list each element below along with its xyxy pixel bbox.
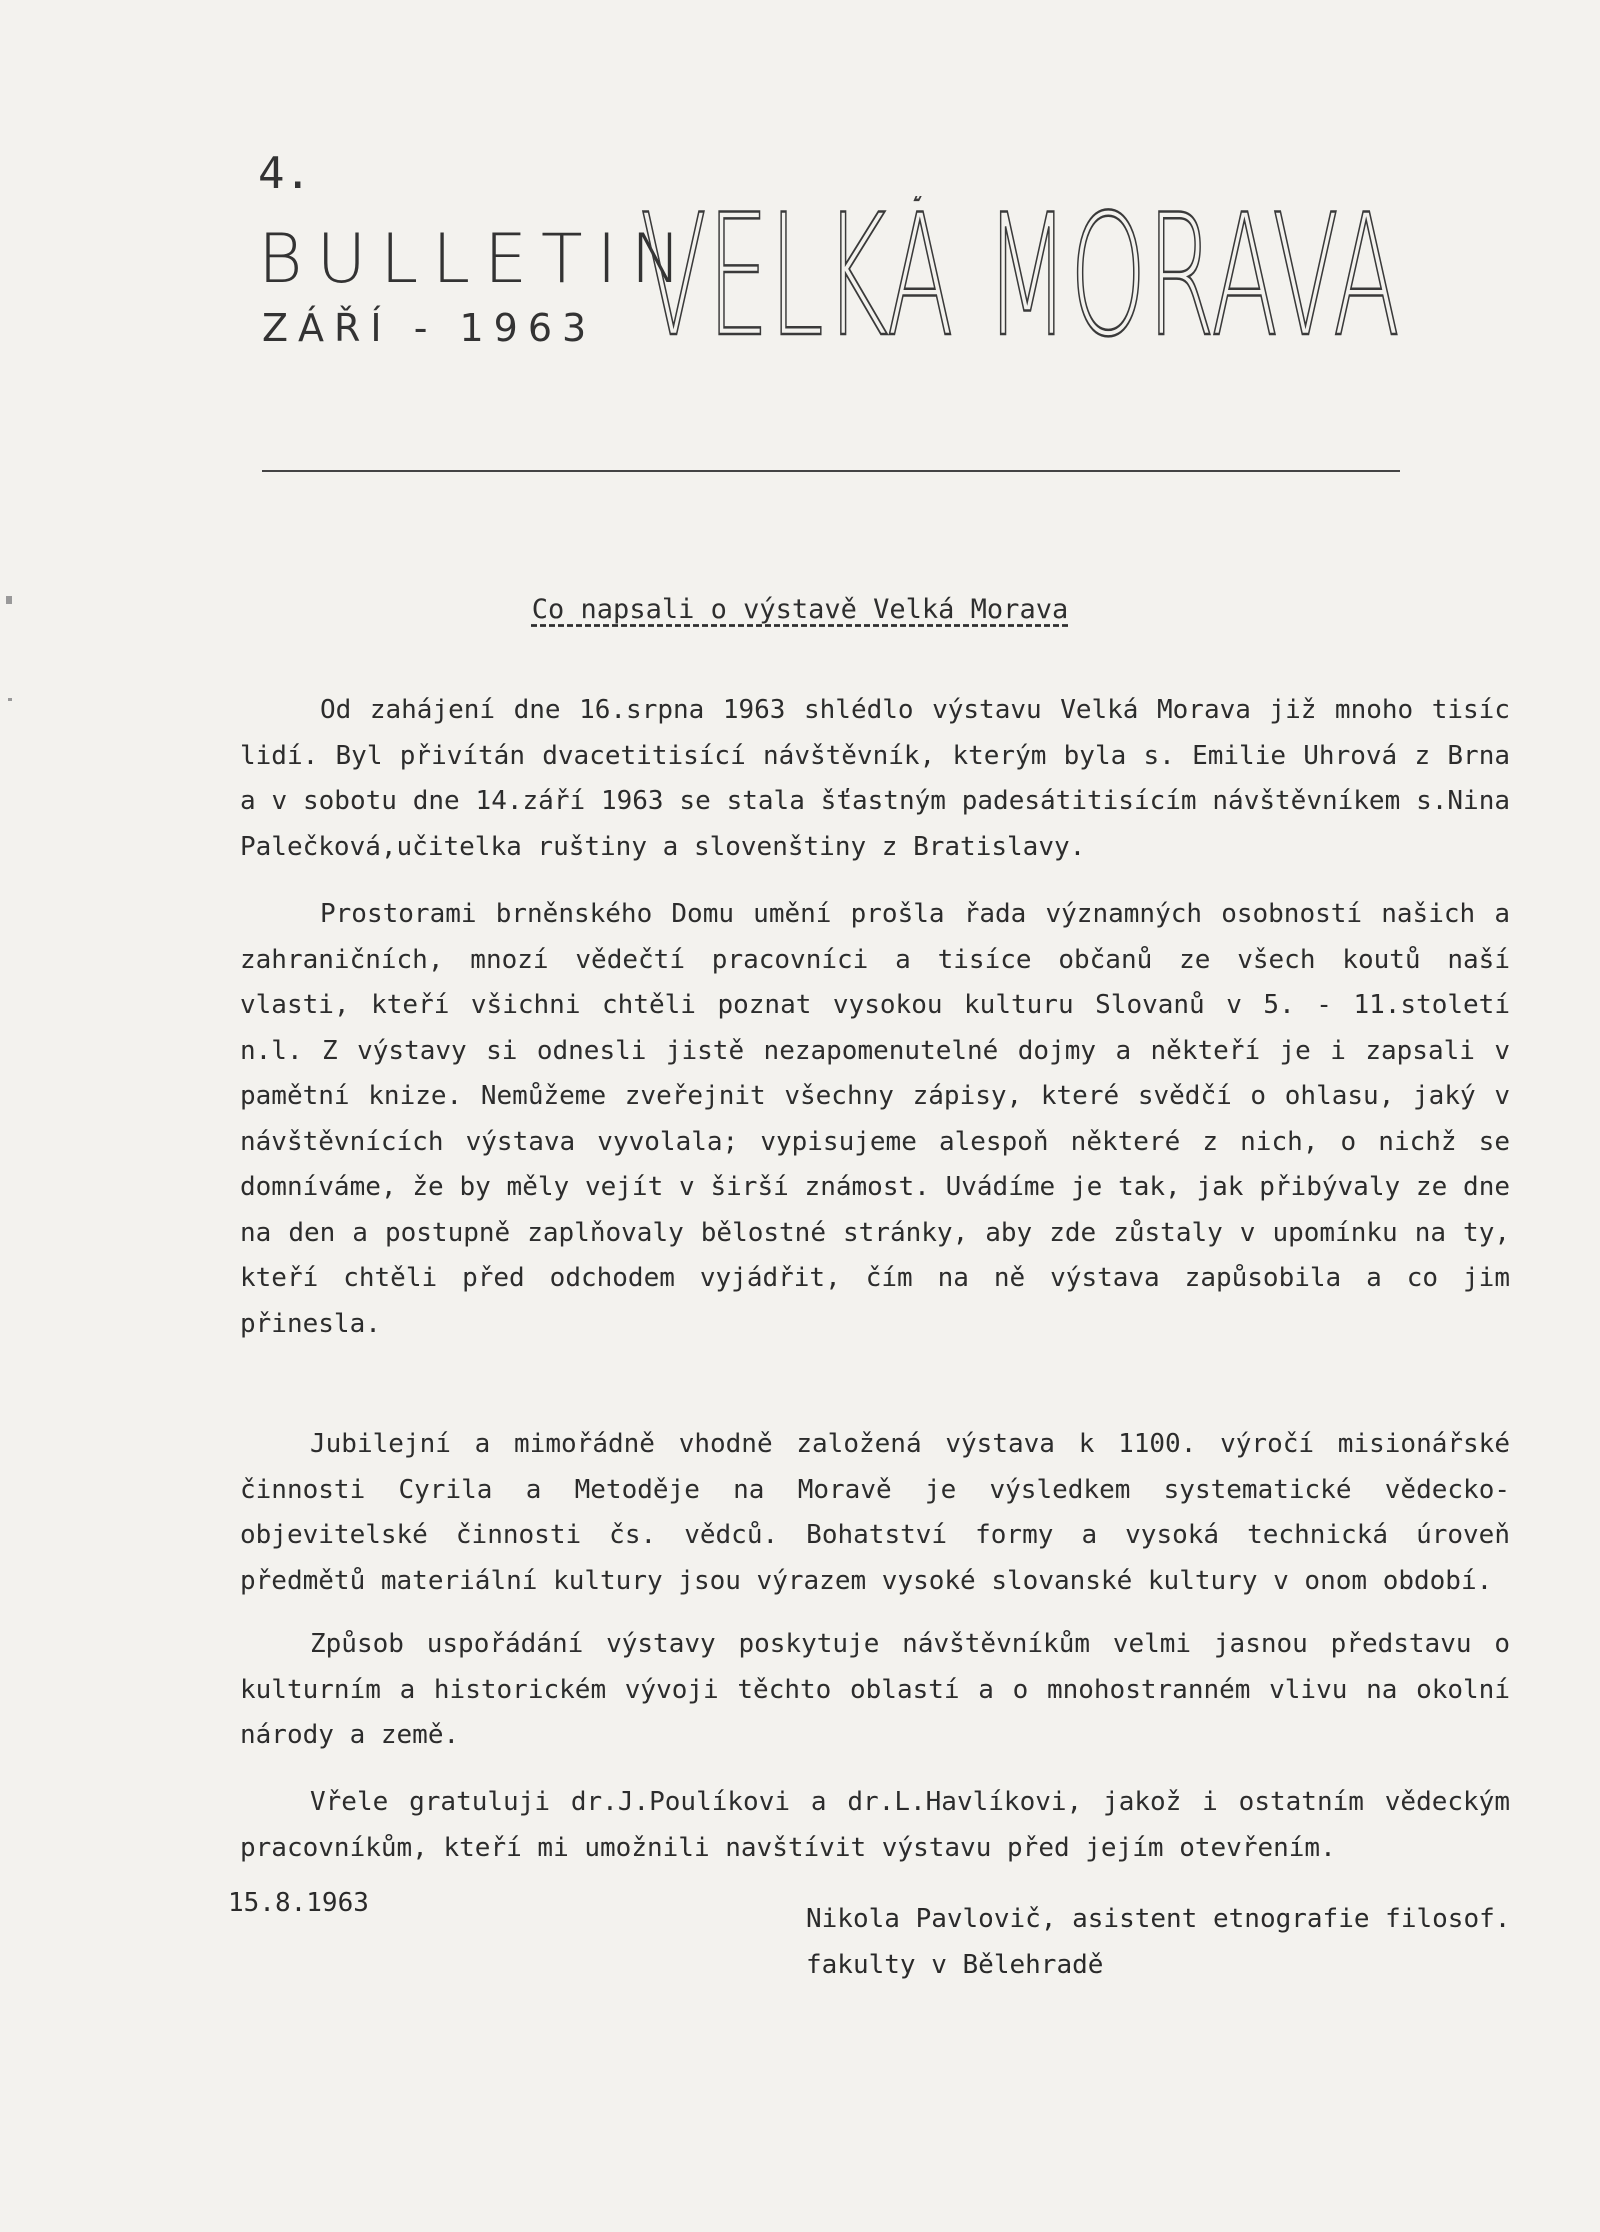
header-divider [262,470,1400,472]
masthead-logo [640,196,1400,346]
paragraph-1: Od zahájení dne 16.srpna 1963 shlédlo výstavu Velká Morava již mnoho tisíc lidí. Byl přivítán dvacetitisící návštěvník, kterým byla s. Emilie Uhrová z Brna a v sobotu dne 14.září 1963 se stala šťastným padesátitisícím návštěvníkem s.Nina Palečková,učitelka ruštiny a slovenštiny z Bratislavy. [240,695,1510,862]
paper-speck [8,698,12,701]
issue-date: ZÁŘÍ - 1963 [262,306,597,350]
paragraph-3: Jubilejní a mimořádně vhodně založená výstava k 1100. výročí misionářské činnosti Cyrila a Metoděje na Moravě je výsledkem systematické vědecko-objevitelské činnosti čs. vědců. Bohatství formy a vysoká technická úroveň předmětů materiální kultury jsou výrazem vysoké slovanské kultury v onom období. [240,1429,1510,1596]
signature-name: Nikola Pavlovič, asistent etnografie filosof. [806,1904,1511,1934]
bulletin-label: BULLETIN [258,220,696,299]
paragraph-4: Způsob uspořádání výstavy poskytuje návštěvníkům velmi jasnou představu o kulturním a historickém vývoji těchto oblastí a o mnohostranném vlivu na okolní národy a země. [240,1629,1510,1750]
paragraph-2: Prostorami brněnského Domu umění prošla řada významných osobností našich a zahraničních, mnozí vědečtí pracovníci a tisíce občanů ze všech koutů naší vlasti, kteří všichni chtěli poznat vysokou kulturu Slovanů v 5. - 11.století n.l. Z výstavy si odnesli jistě nezapomenutelné dojmy a někteří je i zapsali v pamětní knize. Nemůžeme zveřejnit všechny zápisy, které svědčí o ohlasu, jaký v návštěvnících výstava vyvolala; vypisujeme alespoň některé z nich, o nichž se domníváme, že by měly vejít v širší známost. Uvádíme je tak, jak přibývaly ze dne na den a postupně zaplňovaly bělostné stránky, aby zde zůstaly v upomínku na ty, kteří chtěli před odchodem vyjádřit, čím na ně výstava zapůsobila a co jim přinesla. [240,899,1510,1339]
masthead-title-svg [640,196,1400,346]
signature-date: 15.8.1963 [228,1888,369,1918]
paper-speck [6,596,12,604]
paragraph-5: Vřele gratuluji dr.J.Poulíkovi a dr.L.Havlíkovi, jakož i ostatním vědeckým pracovníkům, kteří mi umožnili navštívit výstavu před jejím otevřením. [240,1787,1510,1863]
masthead-title: VELKÁ MORAVA [640,196,1400,346]
article-title: Co napsali o výstavě Velká Morava [531,594,1069,625]
signature-affiliation: fakulty v Bělehradě [806,1950,1104,1980]
signature-block [806,1896,1510,1988]
issue-number: 4. [258,148,311,199]
